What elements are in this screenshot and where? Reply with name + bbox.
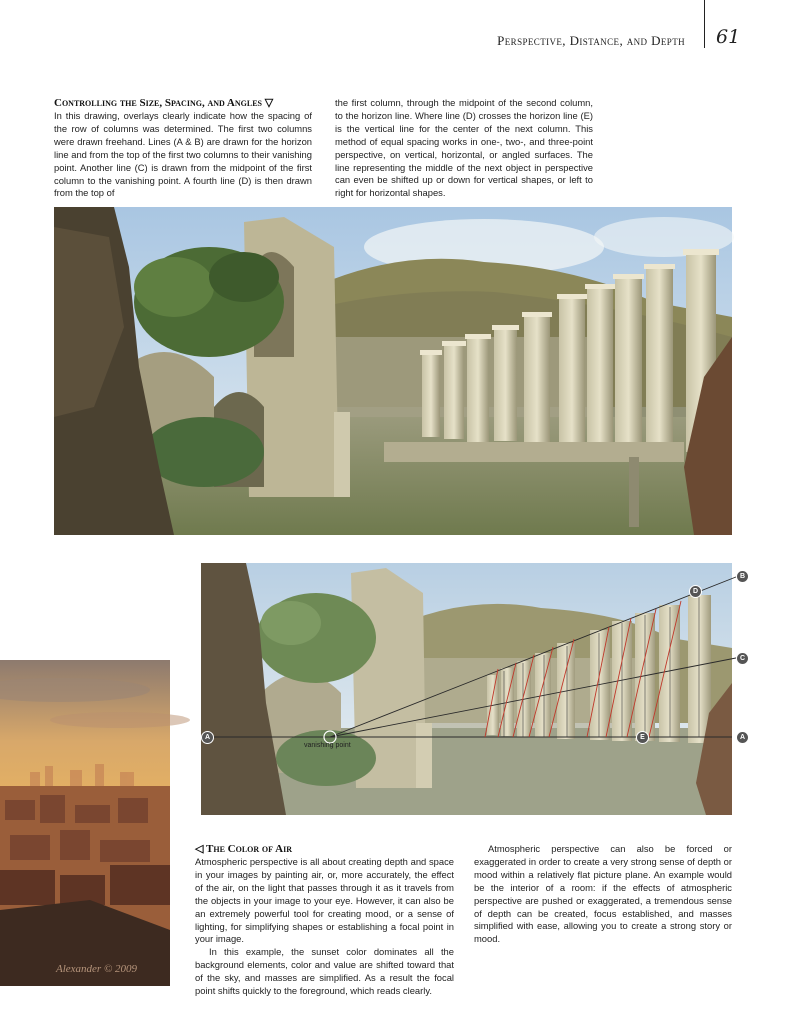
- ruins-painting: [54, 207, 732, 535]
- running-head: Perspective, Distance, and Depth: [497, 33, 685, 48]
- section2-column-right: [474, 843, 732, 946]
- page-number: 61: [716, 26, 741, 48]
- section1-text-right: the first column, through the midpoint of the second column, to the horizon line. Where line (D) crosses the horizon line (E) is the vertical line for the center of the next column. This method of equal spacing works in one-, two-, and three-point perspective, on vertical, horizontal, or angled surfaces. The line representing the middle of the next object in perspective can even be shifted up or down for vertical shapes, or left to right for horizontal shapes.: [335, 97, 593, 199]
- section1-text-left: In this drawing, overlays clearly indicate how the spacing of the row of columns was determined. The first two columns were drawn freehand. Lines (A & B) are drawn for the horizon line and from the top of the first two columns to their vanishing point. Another line (C) is drawn from the midpoint of the first column to the vanishing point. A fourth line (D) is then drawn from the top of: [54, 110, 312, 199]
- label-d: D: [689, 585, 702, 598]
- ruins-painting-art: [54, 207, 732, 535]
- section2-paragraph-2: In this example, the sunset color dominates all the background elements, color and value are shifted toward that of the sky, and masses are simplified. As a result the focal point shifts quickly to the foreground, which reads clearly.: [195, 946, 454, 997]
- section1-column-right: [335, 97, 593, 200]
- label-a-right: A: [736, 731, 749, 744]
- section2-column-left: [195, 843, 454, 998]
- section2-title: ◁ The Color of Air: [195, 843, 292, 855]
- label-c: C: [736, 652, 749, 665]
- label-a-left: A: [201, 731, 214, 744]
- sunset-city-painting: [0, 660, 170, 986]
- artist-signature: Alexander © 2009: [56, 963, 138, 975]
- section1-title: Controlling the Size, Spacing, and Angles ▽: [54, 97, 274, 109]
- label-e: E: [636, 731, 649, 744]
- section1-column-left: [54, 97, 312, 200]
- sunset-city-art: [0, 660, 170, 986]
- section2-paragraph-1: Atmospheric perspective is all about creating depth and space in your images by painting air, or, more accurately, the effect of the air, on the light that passes through it as it travels from the objects in your image to your eye. However, it can also be an extremely powerful tool for creating mood, or a sense of lighting, for simplifying shapes or establishing a focal point in your image.: [195, 856, 454, 945]
- label-b: B: [736, 570, 749, 583]
- vanishing-point-label: vanishing point: [304, 742, 351, 749]
- perspective-diagram-art: [201, 563, 732, 815]
- perspective-diagram: [201, 563, 746, 815]
- header-rule: [704, 0, 705, 48]
- section2-paragraph-3: Atmospheric perspective can also be forced or exaggerated in order to create a very strong sense of depth or mood within a relatively flat picture plane. An example would be the interior of a room: if the effects of atmospheric perspective are pushed or exaggerated, a tremendous sense of depth can be created, focus established, and masses simplified with ease, allowing you to create a strong story or mood.: [474, 843, 732, 945]
